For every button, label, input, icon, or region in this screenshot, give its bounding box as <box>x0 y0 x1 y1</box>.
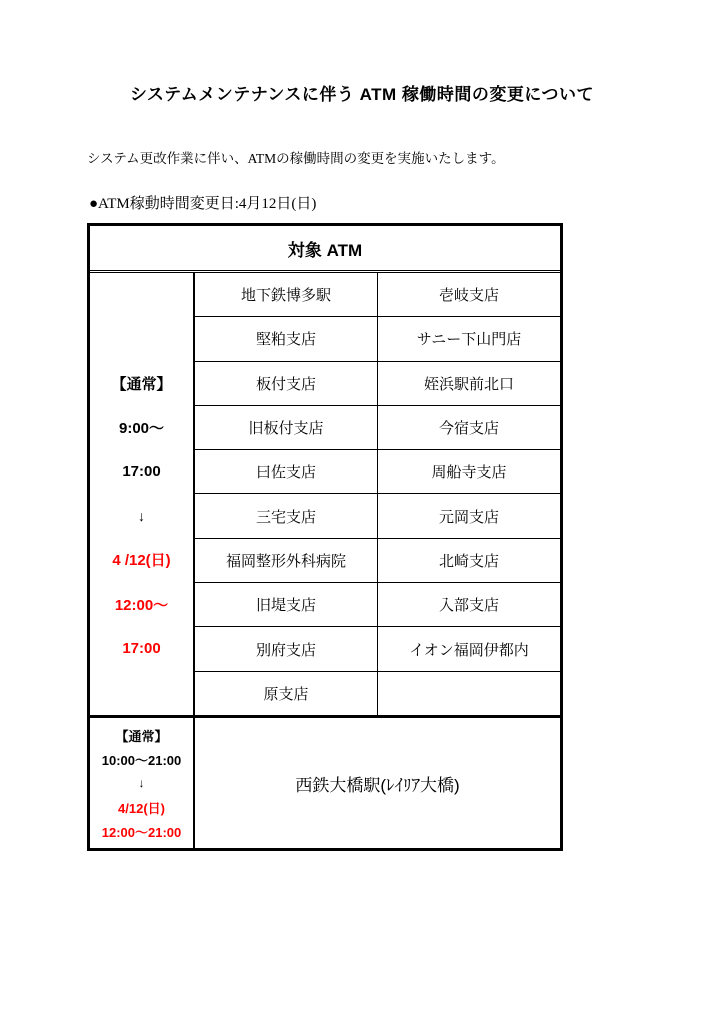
branch-name: 原支店 <box>195 672 378 715</box>
table-row <box>195 362 560 406</box>
target-atm-table <box>87 223 563 851</box>
branch-name: 入部支店 <box>438 597 499 615</box>
normal-label: 【通常】 <box>111 375 172 393</box>
table-row <box>195 406 560 450</box>
table-row <box>195 583 560 627</box>
branch-name: 今宿支店 <box>438 420 499 438</box>
table-row <box>195 672 560 715</box>
change-date-bullet: ●ATM稼動時間変更日:4月12日(日) <box>89 196 317 212</box>
down-arrow-icon: ↓ <box>138 507 145 524</box>
table-row <box>195 317 560 361</box>
table-row <box>195 627 560 671</box>
branch-name: 三宅支店 <box>195 494 378 537</box>
branch-name: 地下鉄博多駅 <box>195 273 378 316</box>
normal-hours-from: 9:00〜 <box>118 419 165 437</box>
branch-list <box>195 273 560 715</box>
branch-name: 西鉄大橋駅(ﾚｲﾘｱ大橋) <box>295 775 460 795</box>
branch-name: 周船寺支店 <box>431 464 507 482</box>
bottom-schedule-cell <box>90 718 195 848</box>
changed-hours: 12:00〜21:00 <box>101 824 182 840</box>
down-arrow-icon: ↓ <box>138 776 145 790</box>
branch-name <box>378 672 560 715</box>
branch-name: 別府支店 <box>195 627 378 670</box>
branch-name: 壱岐支店 <box>438 287 499 305</box>
table-header: 対象 ATM <box>90 226 560 273</box>
changed-hours-from: 12:00〜 <box>114 596 169 614</box>
normal-hours-to: 17:00 <box>122 462 161 480</box>
branch-name: サニー下山門店 <box>416 331 522 349</box>
changed-date: 4 /12(日) <box>112 552 171 570</box>
schedule-cell <box>90 273 195 715</box>
table-bottom-section <box>90 715 560 848</box>
table-row <box>195 494 560 538</box>
branch-name: 元岡支店 <box>438 508 499 526</box>
changed-date: 4/12(日) <box>118 800 165 816</box>
normal-label: 【通常】 <box>115 728 168 744</box>
normal-hours: 10:00〜21:00 <box>101 752 182 768</box>
branch-name: 板付支店 <box>195 362 378 405</box>
intro-text: システム更改作業に伴い、ATMの稼働時間の変更を実施いたします。 <box>87 151 505 166</box>
branch-name: 福岡整形外科病院 <box>195 539 378 582</box>
branch-name: 北崎支店 <box>438 552 499 570</box>
changed-hours-to: 17:00 <box>122 639 161 657</box>
branch-name: 堅粕支店 <box>195 317 378 360</box>
table-row <box>195 539 560 583</box>
table-row <box>195 450 560 494</box>
branch-name: 曰佐支店 <box>195 450 378 493</box>
branch-name: イオン福岡伊都内 <box>409 641 529 659</box>
page-title: システムメンテナンスに伴う ATM 稼働時間の変更について <box>129 85 595 104</box>
table-main-section <box>90 273 560 715</box>
branch-name: 旧板付支店 <box>195 406 378 449</box>
table-row <box>195 273 560 317</box>
branch-name: 旧堤支店 <box>195 583 378 626</box>
branch-name: 姪浜駅前北口 <box>423 375 514 393</box>
